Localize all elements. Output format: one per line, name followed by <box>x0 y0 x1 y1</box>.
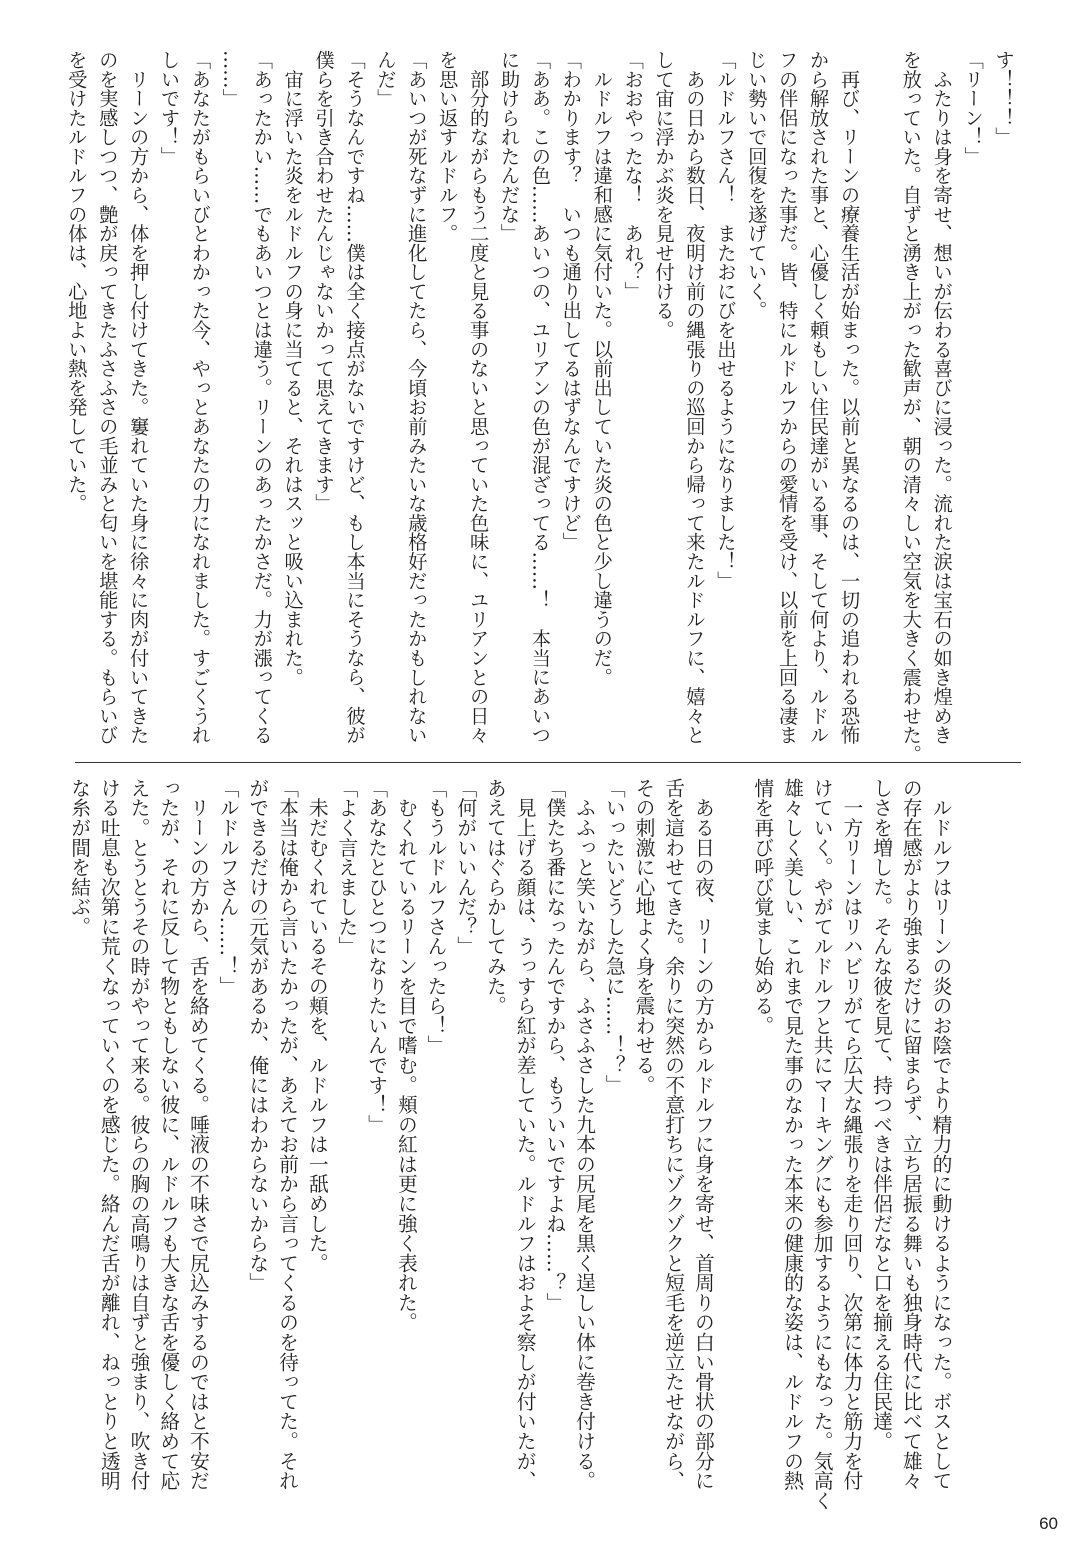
text-column: 舌を這わせてきた。余りに突然の不意打ちにゾクゾクと短毛を逆立たせながら、 <box>661 778 685 1491</box>
text-column: な糸が間を結ぶ。 <box>67 778 91 937</box>
text-column: 雄々しく美しい、これまで見た事のなかった本来の健康的な姿は、ルドルフの熱 <box>780 778 804 1491</box>
text-column: あえてはぐらかしてみた。 <box>483 778 507 1016</box>
text-column: んだ」 <box>373 50 397 108</box>
text-column: 僕らを引き合わせたんじゃないかって思えてきます」 <box>312 50 336 513</box>
text-column: 情を再び呼び覚まし始める。 <box>750 778 774 1036</box>
text-column: しさを増した。そんな彼を見て、持つべきは伴侶だなと口を揃える住民達。 <box>869 778 893 1451</box>
text-column <box>863 50 894 750</box>
text-column: むくれているリーンを目で嗜む。頬の紅は更に強く表れた。 <box>394 778 418 1333</box>
text-column: 「おおやったな！ あれ？」 <box>621 50 645 301</box>
text-column: ふふっと笑いながら、ふさふさした九本の尻尾を黒く逞しい体に巻き付ける。 <box>572 778 596 1491</box>
text-column: 「リーン！」 <box>961 50 985 166</box>
text-column: リーンの方から、舌を絡めてくる。唾液の不味さで尻込みするのではと不安だ <box>186 778 210 1491</box>
text-column: す！！！」 <box>992 50 1015 147</box>
text-column: 未だむくれているその頬を、ルドルフは一舐めした。 <box>305 778 329 1273</box>
text-column <box>717 778 747 1503</box>
text-column: ルドルフは違和感に気付いた。以前出していた炎の色と少し違うのだ。 <box>590 50 614 687</box>
text-column: ルドルフはリーンの炎のお陰でより精力的に動けるようになった。ボスとして <box>929 778 952 1491</box>
text-column: 再び、リーンの療養生活が始まった。以前と異なるのは、一切の追われる恐怖 <box>837 50 861 745</box>
text-column: 「いったいどうした急に……！？」 <box>602 778 626 1095</box>
text-column: 「よく言えました」 <box>334 778 358 957</box>
text-column: ける吐息も次第に荒くなっていくのを感じた。絡んだ舌が離れ、ねっとりと透明 <box>97 778 121 1491</box>
text-column: あの日から数日、夜明け前の縄張りの巡回から帰って来たルドルフに、嬉々と <box>682 50 706 745</box>
text-column: の存在感がより強まるだけに留まらず、立ち居振る舞いも独身時代に比べて雄々 <box>899 778 923 1491</box>
text-column: 見上げる顔は、うっすら紅が差していた。ルドルフはおよそ察しが付いたが、 <box>513 778 537 1491</box>
text-column: フの伴侶になった事だ。皆、特にルドルフからの愛情を受け、以前を上回る凄ま <box>775 50 799 745</box>
text-column: のを実感しつつ、艶が戻ってきたふさふさの毛並みと匂いを堪能する。もらいび <box>95 50 119 745</box>
text-column: に助けられたんだな」 <box>497 50 521 243</box>
text-column: ったが、それに反して物ともしない彼に、ルドルフも大きな舌を優しく絡めて応 <box>156 778 180 1491</box>
text-column: ができるだけの元気があるか、俺にはわからないからな」 <box>245 778 269 1293</box>
section-divider <box>75 762 1021 763</box>
text-column: ……」 <box>219 50 243 108</box>
text-column: 「もうルドルフさんったら！」 <box>424 778 448 1056</box>
text-column: から解放された事と、心優しく頼もしい住民達がいる事、そして何より、ルドル <box>806 50 830 745</box>
text-column: 「わかります？ いつも通り出してるはずなんですけど」 <box>559 50 583 552</box>
text-column: 「僕たち番になったんですから、もういいですよね……？」 <box>542 778 566 1313</box>
text-column: 一方リーンはリハビリがてら広大な縄張りを走り回り、次第に体力と筋力を付 <box>839 778 863 1491</box>
text-column: じい勢いで回復を遂げていく。 <box>744 50 768 321</box>
upper-text-section <box>60 50 1018 764</box>
text-column: 「ルドルフさん！ またおにびを出せるようになりました！」 <box>713 50 737 591</box>
text-column: リーンの方から、体を押し付けてきた。窶れていた身に徐々に肉が付いてきた <box>126 50 150 745</box>
text-column: 「本当は俺から言いたかったが、あえてお前から言ってくるのを待ってた。それ <box>275 778 299 1491</box>
text-column: 「ルドルフさん……！」 <box>216 778 240 996</box>
text-column: 「何がいいんだ？」 <box>453 778 477 957</box>
text-column: 「あなたとひとつになりたいんです！」 <box>364 778 388 1135</box>
text-column: ふたりは身を寄せ、想いが伝わる喜びに浸った。流れた涙は宝石の如き煌めき <box>930 50 954 745</box>
text-column: 「ああ。この色……あいつの、ユリアンの色が混ざってる……！ 本当にあいつ <box>528 50 552 745</box>
text-column: を思い返すルドルフ。 <box>435 50 459 243</box>
text-column: えた。とうとうその時がやって来る。彼らの胸の高鳴りは自ずと強まり、吹き付 <box>127 778 151 1491</box>
page-number: 60 <box>1039 1514 1058 1533</box>
text-column: ある日の夜、リーンの方からルドルフに身を寄せ、首周りの白い骨状の部分に <box>691 778 715 1491</box>
text-column: しいです！」 <box>157 50 181 166</box>
text-column: を放っていた。自ずと湧き上がった歓声が、朝の清々しい空気を大きく震わせた。 <box>899 50 923 764</box>
text-column: 宙に浮いた炎をルドルフの身に当てると、それはスッと吸い込まれた。 <box>281 50 305 687</box>
lower-text-section <box>64 778 955 1511</box>
text-column: 「あいつが死なずに進化してたら、今頃お前みたいな歳格好だったかもしれない <box>404 50 428 745</box>
text-column: 部分的ながらもう二度と見る事のないと思っていた色味に、ユリアンとの日々 <box>466 50 490 745</box>
text-column: 「あったかい……でもあいつとは違う。リーンのあったかさだ。力が漲ってくる <box>250 50 274 745</box>
text-column: けていく。やがてルドルフと共にマーキングにも参加するようにもなった。気高く <box>810 778 834 1511</box>
text-column: を受けたルドルフの体は、心地よい熱を発していた。 <box>64 50 88 513</box>
text-column: して宙に浮かぶ炎を見せ付ける。 <box>652 50 676 340</box>
text-column: その刺激に心地よく身を震わせる。 <box>631 778 655 1095</box>
text-column: 「あなたがもらいびとわかった今、やっとあなたの力になれました。すごくうれ <box>188 50 212 745</box>
text-column: 「そうなんですね……僕は全く接点がないですけど、もし本当にそうなら、彼が <box>342 50 366 745</box>
